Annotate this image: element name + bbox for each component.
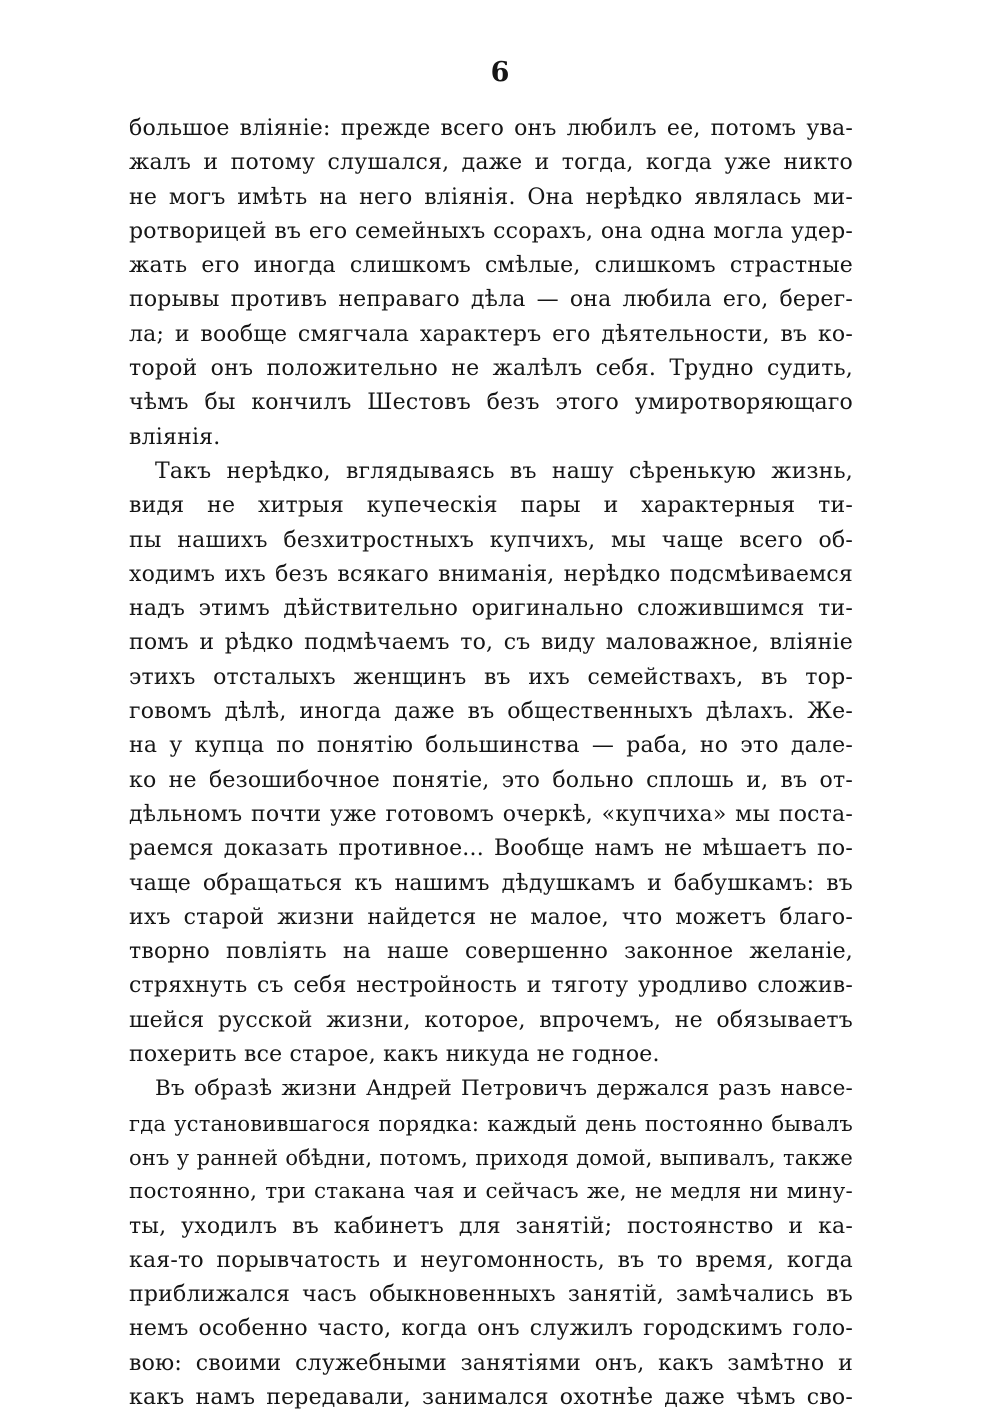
- paragraph-1: [129, 112, 853, 455]
- text-line: жалъ и потому слушался, даже и тогда, когда уже никто: [129, 150, 853, 176]
- text-line: ходимъ ихъ безъ всякаго вниманія, нерѣдко подсмѣиваемся: [129, 561, 853, 587]
- text-line: не могъ имѣть на него вліянія. Она нерѣдко являлась ми-: [129, 184, 853, 210]
- text-line: надъ этимъ дѣйствительно оригинально сложившимся ти-: [129, 596, 853, 622]
- text-line: ты, уходилъ въ кабинетъ для занятій; постоянство и ка-: [129, 1213, 853, 1239]
- text-line: видя не хитрыя купеческія пары и характерныя ти-: [129, 493, 853, 519]
- text-line: Такъ нерѣдко, вглядываясь въ нашу сѣренькую жизнь,: [155, 458, 853, 484]
- text-line: раемся доказать противное... Вообще намъ не мѣшаетъ по-: [129, 836, 853, 862]
- text-line: говомъ дѣлѣ, иногда даже въ общественныхъ дѣлахъ. Же-: [129, 699, 853, 725]
- text-line: похерить все старое, какъ никуда не годное.: [129, 1042, 660, 1068]
- text-line: Въ образѣ жизни Андрей Петровичъ держался разъ навсе-: [155, 1076, 853, 1102]
- text-line: вою: своими служебными занятіями онъ, какъ замѣтно и: [129, 1350, 853, 1376]
- text-line: какъ намъ передавали, занимался охотнѣе даже чѣмъ сво-: [129, 1384, 853, 1410]
- text-line: этихъ отсталыхъ женщинъ въ ихъ семействахъ, въ тор-: [129, 664, 853, 690]
- text-line: кая-то порывчатость и неугомонность, въ то время, когда: [129, 1247, 853, 1273]
- text-line: творно повліять на наше совершенно законное желаніе,: [129, 939, 853, 965]
- text-line: чаще обращаться къ нашимъ дѣдушкамъ и бабушкамъ: въ: [129, 870, 853, 896]
- text-line: ротворицей въ его семейныхъ ссорахъ, она одна могла удер-: [129, 218, 853, 244]
- text-line: жать его иногда слишкомъ смѣлые, слишкомъ страстные: [129, 253, 853, 279]
- text-line: пы нашихъ безхитростныхъ купчихъ, мы чаще всего об-: [129, 527, 853, 553]
- text-line: шейся русской жизни, которое, впрочемъ, не обязываетъ: [129, 1007, 853, 1033]
- text-line: ко не безошибочное понятіе, это больно сплошь и, въ от-: [129, 767, 853, 793]
- text-line: ла; и вообще смягчала характеръ его дѣятельности, въ ко-: [129, 321, 853, 347]
- text-line: онъ у ранней обѣдни, потомъ, приходя домой, выпивалъ, также: [129, 1145, 853, 1170]
- text-line: приближался часъ обыкновенныхъ занятій, замѣчались въ: [129, 1282, 853, 1308]
- text-line: дѣльномъ почти уже готовомъ очеркѣ, «купчиха» мы поста-: [129, 801, 853, 827]
- text-line: ихъ старой жизни найдется не малое, что можетъ благо-: [129, 904, 853, 930]
- page-number: 6: [490, 57, 510, 88]
- body-text: [129, 112, 853, 1415]
- text-line: постоянно, три стакана чая и сейчасъ же, не медля ни мину-: [129, 1179, 853, 1205]
- text-line: большое вліяніе: прежде всего онъ любилъ ее, потомъ ува-: [129, 116, 853, 141]
- text-line: на у купца по понятію большинства — раба, но это дале-: [129, 733, 853, 759]
- text-line: гда установившагося порядка: каждый день постоянно бывалъ: [129, 1111, 853, 1136]
- text-line: немъ особенно часто, когда онъ служилъ городскимъ голо-: [129, 1316, 853, 1342]
- text-line: стряхнуть съ себя нестройность и тяготу уродливо сложив-: [129, 973, 853, 999]
- text-line: помъ и рѣдко подмѣчаемъ то, съ виду маловажное, вліяніе: [129, 630, 853, 656]
- paragraph-3: [129, 1072, 853, 1415]
- paragraph-2: [129, 455, 853, 1072]
- text-line: торой онъ положительно не жалѣлъ себя. Трудно судить,: [129, 356, 853, 382]
- text-line: чѣмъ бы кончилъ Шестовъ безъ этого умиротворяющаго: [129, 390, 853, 416]
- text-line: вліянія.: [129, 424, 221, 450]
- text-line: порывы противъ неправаго дѣла — она любила его, берег-: [129, 287, 853, 313]
